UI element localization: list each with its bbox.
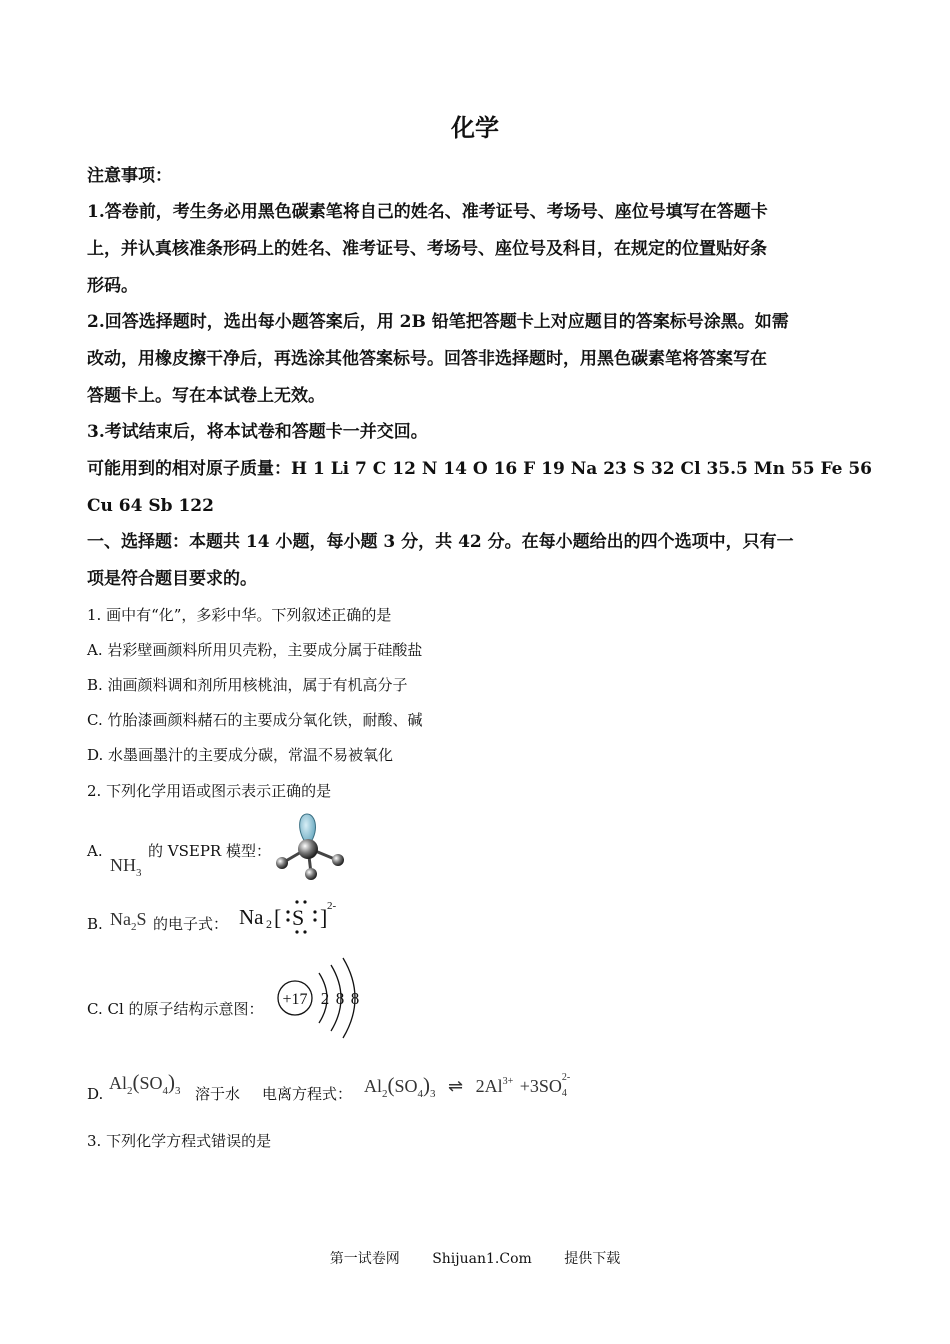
equilibrium-arrow: ⇌ <box>448 1076 464 1096</box>
q2-option-a-label: A. <box>87 842 103 860</box>
electron-formula-s: S <box>292 905 305 930</box>
central-atom <box>298 839 318 859</box>
section1-heading-line1: 一、选择题：本题共 14 小题，每小题 3 分，共 42 分。在每小题给出的四个选项中，只有一 <box>87 532 794 552</box>
atomic-masses-line1: 可能用到的相对原子质量：H 1 Li 7 C 12 N 14 O 16 F 19 Na 23 S 32 Cl 35.5 Mn 55 Fe 56 <box>87 459 872 479</box>
q2-option-b-label: B. <box>87 915 103 933</box>
q2-option-c-text: C. Cl 的原子结构示意图： <box>87 1000 264 1018</box>
q2-option-d-text2: 电离方程式： <box>262 1085 353 1103</box>
q1-stem: 1. 画中有“化”，多彩中华。下列叙述正确的是 <box>87 606 392 624</box>
notice-item2-line2: 改动，用橡皮擦干净后，再选涂其他答案标号。回答非选择题时，用黑色碳素笔将答案写在 <box>87 349 767 369</box>
q1-option-a: A. 岩彩壁画颜料所用贝壳粉，主要成分属于硅酸盐 <box>87 641 423 659</box>
electron-formula-na: Na <box>239 905 264 929</box>
right-bracket: ] <box>320 905 328 930</box>
shell-1-count: 2 <box>320 989 330 1008</box>
page-title: 化学 <box>451 113 499 142</box>
cl-atomic-structure-diagram <box>273 955 368 1041</box>
q2-option-a-formula: $NH_3$ <box>110 855 142 879</box>
left-bracket: [ <box>274 905 282 930</box>
notice-item1-line1: 1.答卷前，考生务必用黑色碳素笔将自己的姓名、准考证号、考场号、座位号填写在答题卡 <box>87 202 768 222</box>
q2-option-d-formula: $Al_2(SO_4)_3$ <box>109 1070 181 1097</box>
electron-formula-charge: 2- <box>327 900 337 912</box>
q1-option-b: B. 油画颜料调和剂所用核桃油，属于有机高分子 <box>87 676 408 694</box>
h-atom <box>332 854 344 866</box>
q2-option-d-text1: 溶于水 <box>195 1085 241 1103</box>
q1-option-d: D. 水墨画墨汁的主要成分碳，常温不易被氧化 <box>87 746 394 764</box>
section1-heading-line2: 项是符合题目要求的。 <box>87 569 257 589</box>
notice-item3: 3.考试结束后，将本试卷和答题卡一并交回。 <box>87 422 428 442</box>
q3-stem: 3. 下列化学方程式错误的是 <box>87 1132 272 1150</box>
nucleus-charge: +17 <box>282 991 308 1008</box>
vsepr-model-figure <box>270 810 350 882</box>
notice-heading: 注意事项： <box>87 166 172 186</box>
q2-option-b-formula: $Na_2S$ <box>110 909 147 933</box>
q2-option-a-text: 的 VSEPR 模型： <box>148 842 271 860</box>
electron-formula-na-sub: 2 <box>266 917 272 931</box>
h-atom <box>305 868 317 880</box>
notice-item2-line3: 答题卡上。写在本试卷上无效。 <box>87 386 325 406</box>
shell-3-count: 8 <box>350 989 360 1008</box>
q2-option-d-label: D. <box>87 1085 104 1103</box>
atomic-masses-line2: Cu 64 Sb 122 <box>87 496 214 516</box>
footer-site: 第一试卷网 <box>329 1251 400 1267</box>
electron-formula-na2s <box>236 896 346 938</box>
footer-url[interactable]: Shijuan1.Com <box>432 1251 532 1267</box>
page-footer <box>0 1248 950 1268</box>
q1-option-c: C. 竹胎漆画颜料赭石的主要成分氧化铁，耐酸、碱 <box>87 711 423 729</box>
footer-suffix: 提供下载 <box>564 1251 621 1267</box>
h-atom <box>276 857 288 869</box>
q2-option-b-text: 的电子式： <box>153 915 229 933</box>
shell-2-count: 8 <box>335 989 345 1008</box>
notice-item1-line2: 上，并认真核准条形码上的姓名、准考证号、考场号、座位号及科目，在规定的位置贴好条 <box>87 239 767 259</box>
notice-item2-line1: 2.回答选择题时，选出每小题答案后，用 2B 铅笔把答题卡上对应题目的答案标号涂黑。如需 <box>87 312 789 332</box>
ionization-equation: $Al_2(SO_4)_3$ ⇌ $2Al^{3+} +3SO$ 2- 4 <box>364 1072 571 1100</box>
notice-item1-line3: 形码。 <box>87 276 138 296</box>
q2-stem: 2. 下列化学用语或图示表示正确的是 <box>87 782 332 800</box>
